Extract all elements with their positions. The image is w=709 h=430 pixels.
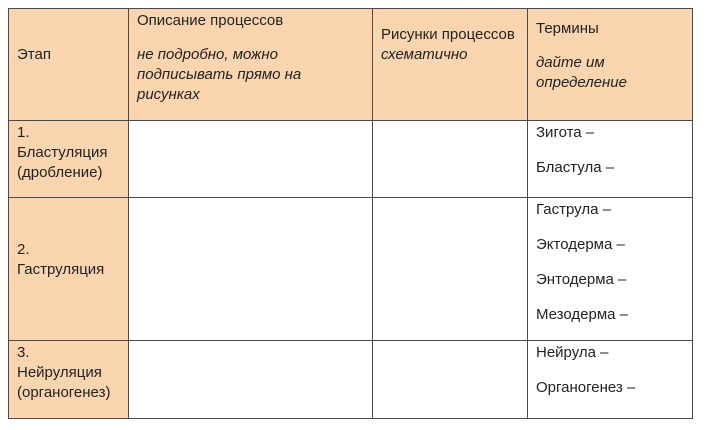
stage-cell: [9, 341, 129, 419]
header-description-cell: [129, 9, 373, 121]
drawing-answer-cell[interactable]: [373, 121, 528, 198]
header-drawings-cell: [373, 9, 528, 121]
header-stage-cell: [9, 9, 129, 121]
header-drawings-note: схематично: [381, 46, 468, 63]
header-description-note: не подробно, можно подписывать прямо на рисунках: [137, 46, 302, 103]
terms-cell[interactable]: [528, 198, 693, 341]
term-item: Эктодерма –: [536, 236, 625, 253]
term-item: Зигота –: [536, 124, 595, 141]
stage-number: 1.: [17, 124, 30, 141]
stage-cell: [9, 121, 129, 198]
term-item: Бластула –: [536, 159, 615, 176]
table-row: [9, 341, 693, 419]
header-row: [9, 9, 693, 121]
stage-name: Гаструляция: [17, 261, 105, 278]
stage-name: Бластуляция (дробление): [17, 144, 108, 181]
term-item: Органогенез –: [536, 379, 636, 396]
header-terms-note: дайте им определение: [536, 54, 627, 91]
drawing-answer-cell[interactable]: [373, 341, 528, 419]
terms-cell[interactable]: [528, 341, 693, 419]
header-stage: Этап: [17, 46, 51, 63]
header-drawings-title: Рисунки процессов: [381, 26, 515, 43]
embryogenesis-worksheet-table: [8, 8, 693, 419]
term-item: Мезодерма –: [536, 306, 628, 323]
stage-name: Нейруляция (органогенез): [17, 364, 111, 401]
drawing-answer-cell[interactable]: [373, 198, 528, 341]
term-item: Гаструла –: [536, 201, 611, 218]
terms-cell[interactable]: [528, 121, 693, 198]
header-description-title: Описание процессов: [137, 12, 284, 29]
table-row: [9, 121, 693, 198]
term-item: Энтодерма –: [536, 271, 627, 288]
stage-number: 3.: [17, 344, 30, 361]
table-row: [9, 198, 693, 341]
stage-cell: [9, 198, 129, 341]
header-terms-cell: [528, 9, 693, 121]
stage-number: 2.: [17, 241, 30, 258]
description-answer-cell[interactable]: [129, 121, 373, 198]
header-terms-title: Термины: [536, 20, 599, 37]
term-item: Нейрула –: [536, 344, 609, 361]
description-answer-cell[interactable]: [129, 198, 373, 341]
description-answer-cell[interactable]: [129, 341, 373, 419]
